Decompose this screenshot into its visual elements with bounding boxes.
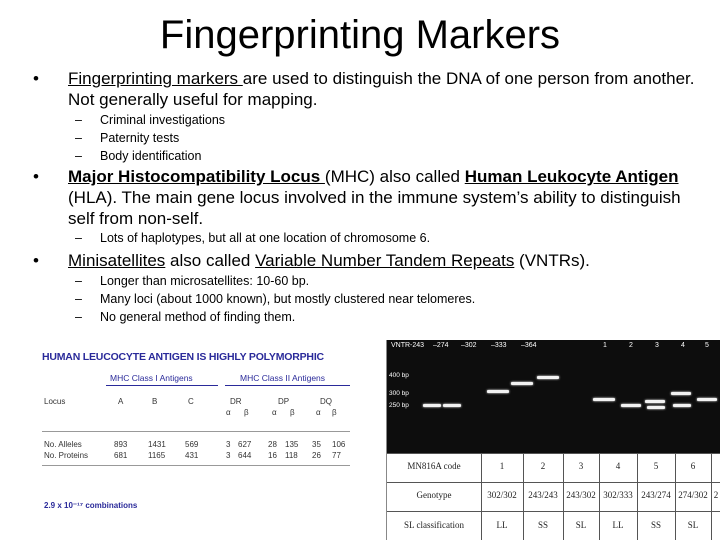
proteins-dra: 3 (226, 451, 231, 460)
alleles-drb: 627 (238, 440, 252, 449)
sub-bullet (0, 229, 720, 247)
lane-label: –364 (521, 342, 537, 349)
genotype-cell: 302/333 (603, 490, 633, 500)
sub-text: Body identification (100, 149, 202, 163)
proteins-dqa: 26 (312, 451, 321, 460)
sub-text: Criminal investigations (100, 113, 226, 127)
sl-cell: LL (496, 520, 508, 530)
sub-bullet (0, 111, 720, 129)
genotype-cell: 243/302 (566, 490, 596, 500)
genotype-label: Genotype (416, 490, 452, 500)
sub-text: Many loci (about 1000 known), but mostly clustered near telomeres. (100, 292, 476, 306)
table-rule (42, 431, 350, 432)
term-hla: Human Leukocyte Antigen (464, 167, 679, 186)
alleles-c: 569 (185, 440, 199, 449)
dash-marker: – (75, 310, 82, 324)
locus-b: B (152, 397, 158, 406)
bullet-mhc (0, 166, 720, 230)
gel-band (645, 400, 665, 403)
dash-marker: – (75, 113, 82, 127)
lane-label: VNTR-243 (391, 342, 425, 349)
bullet-text (68, 166, 708, 229)
table-header-cell: 6 (690, 461, 696, 471)
sub-text: Longer than microsatellites: 10-60 bp. (100, 274, 310, 288)
chain-beta: β (332, 408, 337, 417)
term-vntr: Variable Number Tandem Repeats (255, 251, 515, 270)
sl-cell: LL (612, 520, 624, 530)
sub-bullet (0, 272, 720, 290)
bullet-minisatellites (0, 250, 720, 272)
gel-band (673, 404, 691, 407)
gel-band (671, 392, 691, 395)
proteins-dqb: 77 (332, 451, 341, 460)
gel-band (647, 406, 665, 409)
sl-cell: SS (537, 520, 548, 530)
chain-beta: β (244, 408, 249, 417)
proteins-drb: 644 (238, 451, 252, 460)
locus-c: C (188, 397, 194, 406)
gel-band (443, 404, 461, 407)
table-row (387, 453, 720, 454)
sl-cell: SL (575, 520, 587, 530)
sl-label: SL classification (404, 520, 464, 530)
alleles-dpb: 135 (285, 440, 299, 449)
bullet-marker: • (33, 69, 39, 88)
sub-bullet (0, 147, 720, 165)
gel-band (697, 398, 717, 401)
sub-text: Lots of haplotypes, but all at one location of chromosome 6. (100, 231, 431, 245)
chain-beta: β (290, 408, 295, 417)
genotype-cell: 243/243 (528, 490, 558, 500)
alleles-dqa: 35 (312, 440, 321, 449)
proteins-dpb: 118 (285, 451, 298, 460)
bullet-rest: are used to distinguish the DNA of one person from another. Not generally useful for mapping. (68, 69, 695, 109)
dash-marker: – (75, 231, 82, 245)
dash-marker: – (75, 274, 82, 288)
bp-marker-300: 300 bp (389, 390, 409, 397)
bp-marker-250: 250 bp (389, 402, 409, 409)
dash-marker: – (75, 131, 82, 145)
sub-text: No general method of finding them. (100, 310, 296, 324)
gel-band (423, 404, 441, 407)
gel-band (537, 376, 559, 379)
genotype-cell: 2 (713, 490, 719, 500)
lane-label: 3 (655, 342, 659, 349)
locus-dr: DR (230, 397, 242, 406)
table-header-cell: 1 (499, 461, 505, 471)
bullet-marker: • (33, 167, 39, 186)
proteins-dpa: 16 (268, 451, 277, 460)
gel-band (593, 398, 615, 401)
term-fingerprinting-markers: Fingerprinting markers (68, 69, 243, 88)
class1-rule (106, 385, 218, 386)
gel-band (621, 404, 641, 407)
locus-a: A (118, 397, 124, 406)
chain-alpha: α (272, 408, 277, 417)
bullet-rest: (HLA). The main gene locus involved in the immune system’s ability to distinguish self from non-self. (68, 188, 681, 228)
proteins-a: 681 (114, 451, 128, 460)
table-header-cell: 4 (615, 461, 621, 471)
lane-label: –274 (433, 342, 449, 349)
combinations-text: 2.9 x 10⁻¹⁷ combinations (44, 501, 138, 510)
table-header-cell: 3 (578, 461, 584, 471)
sub-bullet (0, 129, 720, 147)
locus-dp: DP (278, 397, 290, 406)
proteins-label: No. Proteins (44, 451, 89, 460)
hla-figure-title: HUMAN LEUCOCYTE ANTIGEN IS HIGHLY POLYMORPHIC (42, 351, 324, 363)
table-header-cell: 2 (540, 461, 546, 471)
alleles-dpa: 28 (268, 440, 277, 449)
lane-label: –302 (461, 342, 477, 349)
bullet-mid: also called (165, 251, 256, 270)
alleles-dra: 3 (226, 440, 231, 449)
alleles-a: 893 (114, 440, 128, 449)
mhc-class1-heading: MHC Class I Antigens (110, 373, 193, 383)
dash-marker: – (75, 149, 82, 163)
table-row (387, 482, 720, 483)
term-minisatellites: Minisatellites (68, 251, 166, 270)
table-header-cell: 5 (653, 461, 659, 471)
bullet-text (68, 250, 708, 271)
bullet-rest: (VNTRs). (514, 251, 590, 270)
lane-label: 2 (629, 342, 633, 349)
vntr-gel-figure (386, 340, 720, 540)
hla-polymorphism-figure (30, 345, 360, 520)
slide-title: Fingerprinting Markers (159, 13, 561, 57)
sub-bullet (0, 308, 720, 326)
genotype-table (387, 453, 720, 540)
table-rule (42, 465, 350, 466)
table-header-code: MN816A code (407, 461, 461, 471)
lane-label: –333 (491, 342, 507, 349)
class2-rule (225, 385, 350, 386)
genotype-cell: 274/302 (678, 490, 708, 500)
locus-dq: DQ (320, 397, 332, 406)
gel-band (487, 390, 509, 393)
bullet-marker: • (33, 251, 39, 270)
proteins-b: 1165 (148, 451, 166, 460)
sub-text: Paternity tests (100, 131, 180, 145)
alleles-dqb: 106 (332, 440, 346, 449)
chain-alpha: α (316, 408, 321, 417)
genotype-cell: 243/274 (641, 490, 671, 500)
table-row (387, 511, 720, 512)
lane-label: 4 (681, 342, 685, 349)
sl-cell: SS (650, 520, 661, 530)
bullet-text (68, 68, 708, 110)
term-mhc: Major Histocompatibility Locus (68, 167, 325, 186)
sub-bullet (0, 290, 720, 308)
lane-label: 1 (603, 342, 607, 349)
gel-band (511, 382, 533, 385)
chain-alpha: α (226, 408, 231, 417)
genotype-cell: 302/302 (487, 490, 517, 500)
mhc-class2-heading: MHC Class II Antigens (240, 373, 326, 383)
alleles-b: 1431 (148, 440, 166, 449)
bp-marker-400: 400 bp (389, 372, 409, 379)
bullet-fingerprinting (0, 68, 720, 112)
alleles-label: No. Alleles (44, 440, 82, 449)
gel-electrophoresis-image (387, 340, 720, 453)
lane-label: 5 (705, 342, 709, 349)
dash-marker: – (75, 292, 82, 306)
locus-label: Locus (44, 397, 66, 406)
bullet-mid: (MHC) also called (324, 167, 465, 186)
proteins-c: 431 (185, 451, 199, 460)
sl-cell: SL (687, 520, 699, 530)
